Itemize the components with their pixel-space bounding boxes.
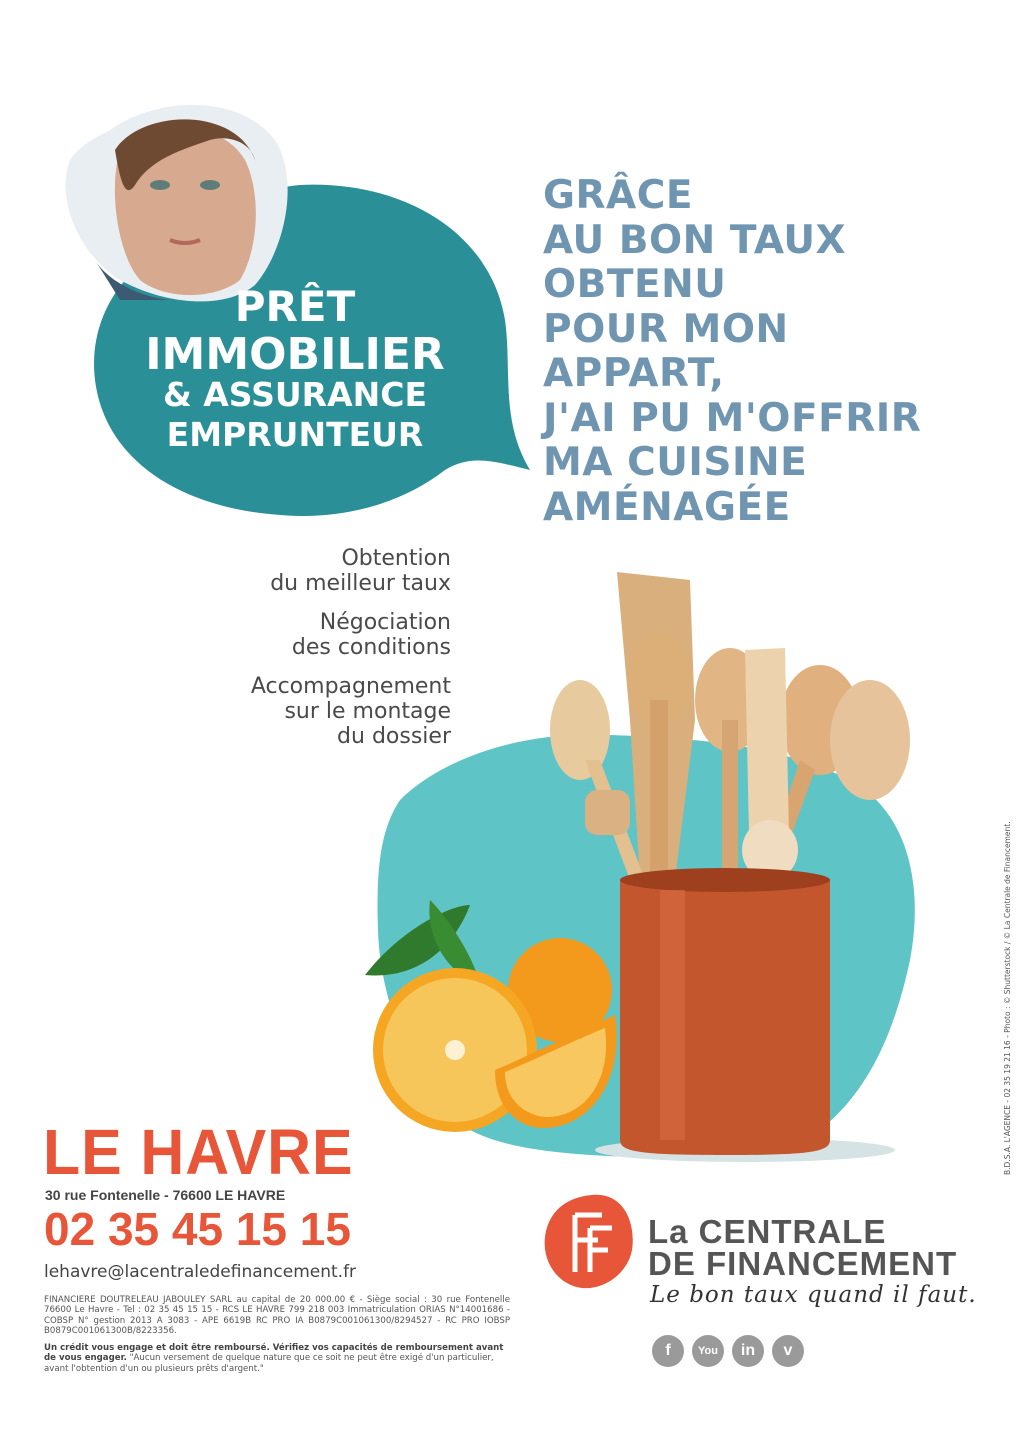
agency-phone[interactable]: 02 35 45 15 15: [44, 1203, 351, 1255]
legal-notice: FINANCIERE DOUTRELEAU JABOULEY SARL au capital de 20 000.00 € - Siège social : 30 rue Fontenelle 76600 Le Havre - Tel : 02 35 45 15 15 - RCS LE HAVRE 799 218 003 Immatriculation ORIAS N°14001686 - COBSP N° gestion 2013 A 3083 - APE 6619B RC PRO IA B0879C001061300/8294527 - RC PRO IOBSP B0879C001061300B/8223356.: [44, 1295, 510, 1337]
headline-line: AU BON TAUX: [543, 217, 847, 263]
brand-logo: [545, 1195, 633, 1288]
feature-line: des conditions: [291, 635, 451, 660]
feature-line: Négociation: [319, 610, 451, 635]
bubble-line-4: EMPRUNTEUR: [166, 415, 424, 454]
headline: [543, 174, 1003, 530]
photo-credits: B.D.S.A. L'AGENCE - 02 35 19 21 16 - Photo : © Shutterstock / © La Centrale de Financement.: [1003, 821, 1012, 1175]
brand-name-line-2: DE FINANCEMENT: [648, 1245, 958, 1282]
disclaimer-bold: Un crédit vous engage et doit être remboursé. Vérifiez vos capacités de remboursement avant de vous engager.: [44, 1343, 504, 1364]
bubble-line-2: IMMOBILIER: [145, 329, 445, 380]
feature-line: du meilleur taux: [270, 571, 451, 596]
credit-disclaimer: [44, 1343, 510, 1374]
headline-line: GRÂCE: [543, 173, 693, 218]
feature-line: Obtention: [341, 546, 451, 571]
feature-item: [131, 546, 451, 596]
feature-line: du dossier: [337, 724, 451, 749]
brand-name-line-1: La CENTRALE: [648, 1213, 887, 1250]
linkedin-icon[interactable]: in: [732, 1335, 764, 1367]
headline-line: AMÉNAGÉE: [543, 484, 791, 530]
feature-list: [131, 546, 451, 763]
agency-email[interactable]: lehavre@lacentraledefinancement.fr: [44, 1262, 357, 1282]
bubble-line-1: PRÊT: [234, 282, 356, 331]
vimeo-icon[interactable]: v: [772, 1335, 804, 1367]
facebook-icon[interactable]: f: [652, 1335, 684, 1367]
disclaimer-text: "Aucun versement de quelque nature que ce soit ne peut être exigé d'un particulier, avant l'obtention d'un ou plusieurs prêts d'argent.": [44, 1353, 494, 1374]
feature-line: sur le montage: [284, 699, 451, 724]
headline-line: POUR MON: [543, 306, 789, 352]
agency-city: LE HAVRE: [43, 1116, 354, 1188]
headline-line: MA CUISINE: [543, 440, 808, 485]
feature-item: [131, 610, 451, 660]
youtube-icon[interactable]: You: [692, 1335, 724, 1367]
woman-portrait: [66, 105, 288, 302]
feature-item: [131, 674, 451, 749]
brand-tagline: Le bon taux quand il faut.: [650, 1282, 977, 1308]
headline-line: OBTENU: [543, 262, 727, 307]
bubble-line-3: & ASSURANCE: [163, 375, 427, 414]
feature-line: Accompagnement: [250, 674, 451, 699]
headline-line: J'AI PU M'OFFRIR: [543, 395, 922, 441]
agency-address: 30 rue Fontenelle - 76600 LE HAVRE: [45, 1187, 286, 1203]
headline-line: APPART,: [543, 351, 725, 396]
